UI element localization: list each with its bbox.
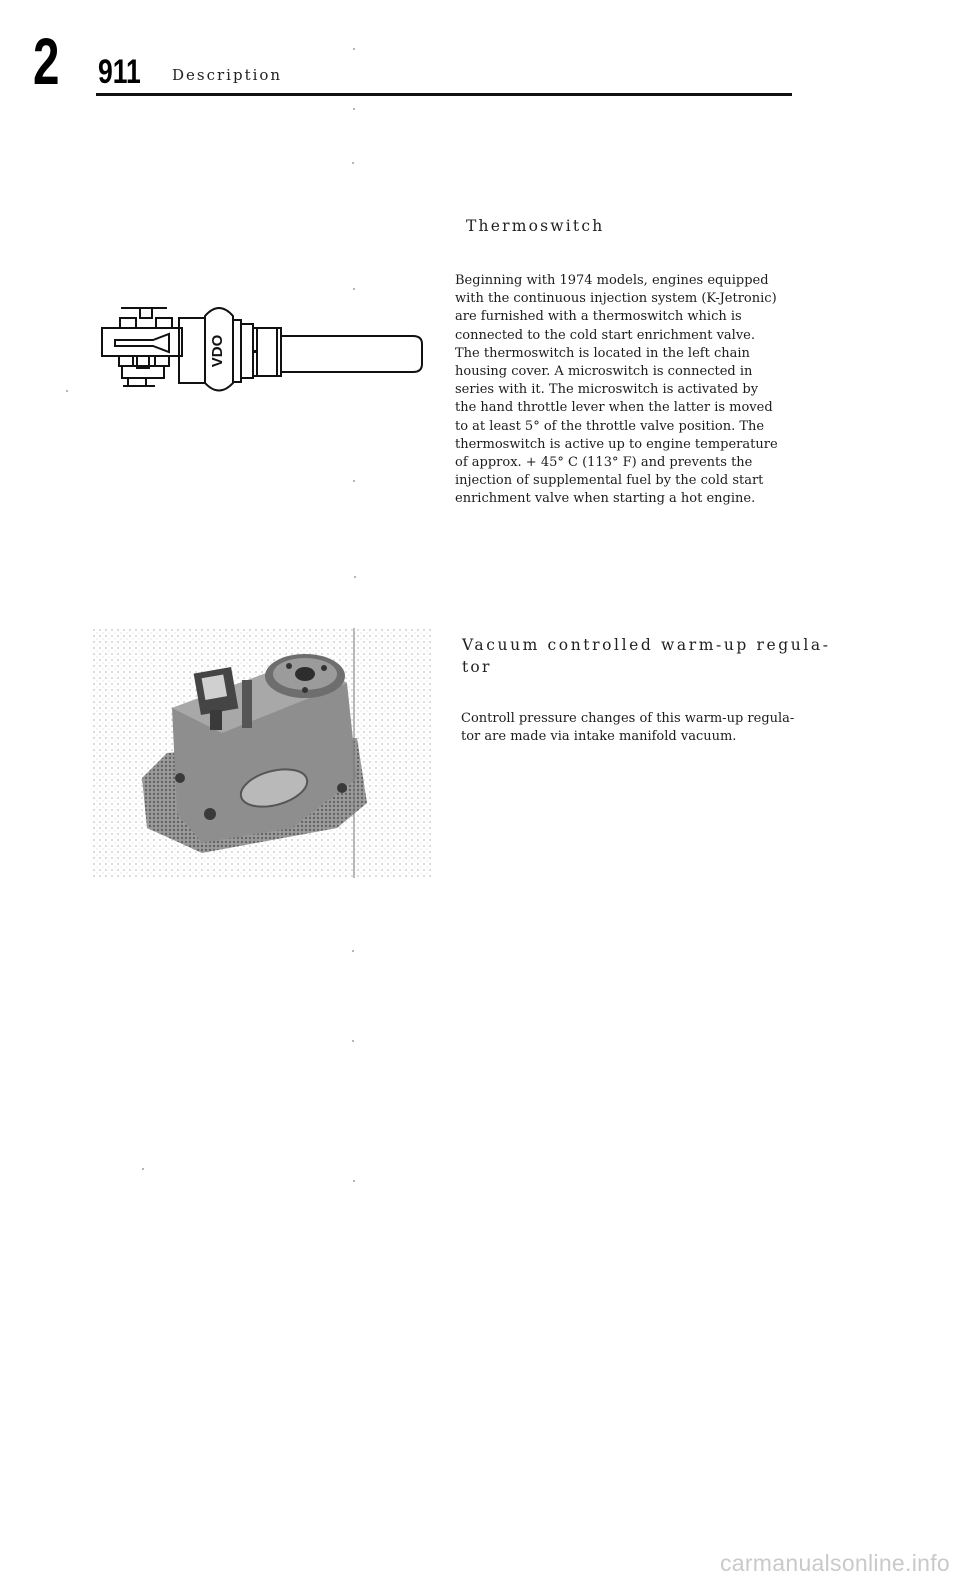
section-title: Description [172,66,283,84]
scan-speck [353,108,355,110]
scan-speck [354,576,356,578]
scan-speck [353,48,355,50]
scan-speck [142,1168,144,1170]
vdo-label: VDO [208,334,226,368]
thermoswitch-drawing [95,298,435,403]
model-number: 911 [98,53,141,91]
scan-speck [353,480,355,482]
scan-speck [353,288,355,290]
thermoswitch-heading: Thermoswitch [466,217,605,235]
regulator-body: Controll pressure changes of this warm-up regula- tor are made via intake manifold vacuum. [461,711,795,745]
warmup-regulator-photo [92,628,432,878]
scan-speck [352,950,354,952]
header-rule [96,93,792,96]
watermark: carmanualsonline.info [719,1550,950,1576]
thermoswitch-figure [95,298,435,403]
thermoswitch-body: Beginning with 1974 models, engines equipped with the continuous injection system (K-Jetronic) are furnished with a thermoswitch which is connected to the cold start enrichment valve. The thermoswitch is located in the left chain housing cover. A microswitch is connected in series with it. The microswitch is activated by the hand throttle lever when the latter is moved to at least 5° of the throttle valve position. The thermoswitch is active up to engine temperature of approx. + 45° C (113° F) and prevents the injection of supplemental fuel by the cold start enrichment valve when starting a hot engine. [455,273,778,507]
scan-speck [66,390,68,392]
scan-speck [352,162,354,164]
scan-speck [352,1040,354,1042]
regulator-heading-line2: tor [462,658,492,676]
regulator-heading-line1: Vacuum controlled warm-up regula- [462,636,831,654]
warmup-regulator-image [92,628,432,878]
page-number: 2 [33,24,60,98]
scan-speck [353,1180,355,1182]
